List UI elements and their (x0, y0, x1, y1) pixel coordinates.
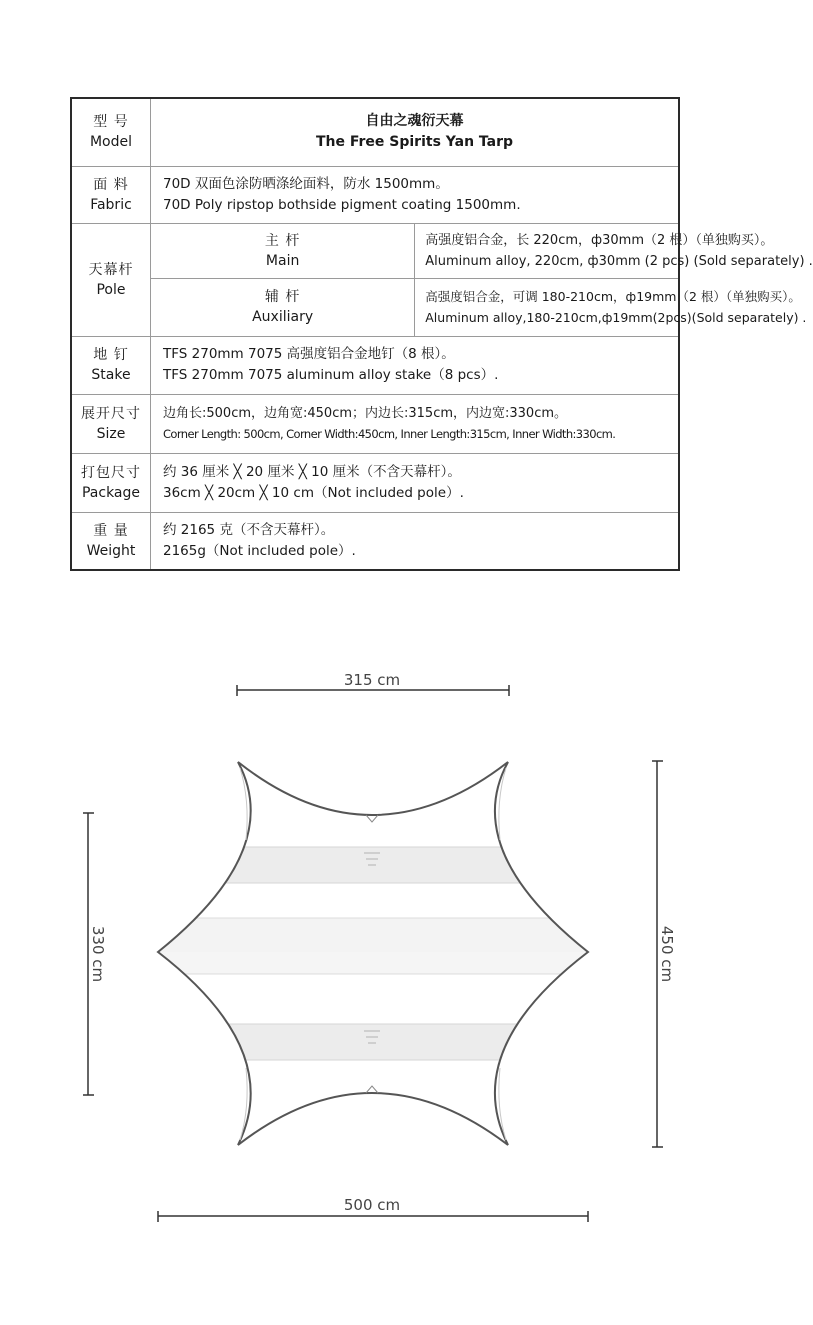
pole-label-cn: 天幕杆 (88, 261, 134, 278)
fabric-value-cn: 70D 双面色涂防晒涤纶面料，防水 1500mm。 (163, 175, 449, 192)
row-model (71, 98, 679, 166)
row-pole-main (71, 223, 679, 278)
dim-inner-width-label: 330 cm (89, 925, 107, 983)
size-value-cn: 边角长:500cm，边角宽:450cm；内边长:315cm，内边宽:330cm。 (163, 405, 568, 421)
pole-aux-label-en: Auxiliary (252, 309, 314, 325)
size-label-en: Size (96, 425, 126, 442)
pole-main-value (415, 223, 813, 278)
pole-main-value-en: Aluminum alloy, 220cm, ф30mm (2 pcs) (Sold separately) . (425, 253, 813, 269)
fabric-label (71, 166, 151, 223)
stake-value (151, 336, 680, 394)
row-pole-aux (71, 278, 679, 336)
pole-aux-label-cn: 辅 杆 (264, 289, 301, 305)
pole-main-value-cn: 高强度铝合金，长 220cm，ф30mm（2 根）（单独购买）。 (425, 232, 774, 248)
weight-value (151, 512, 680, 570)
package-value-en: 36cm ╳ 20cm ╳ 10 cm（Not included pole）. (163, 484, 464, 501)
model-value-cn: 自由之魂衍天幕 (365, 113, 464, 130)
pole-main-label-en: Main (265, 252, 300, 269)
stake-value-cn: TFS 270mm 7075 高强度铝合金地钉（8 根）。 (163, 346, 455, 362)
row-size (71, 394, 679, 453)
fabric-label-cn: 面 料 (93, 176, 129, 193)
fabric-value (151, 166, 680, 223)
model-label (71, 98, 151, 166)
pole-aux-value-en: Aluminum alloy,180-210cm,ф19mm(2pcs)(Sold separately) . (425, 310, 807, 325)
stake-label (71, 336, 151, 394)
fabric-label-en: Fabric (90, 196, 132, 213)
weight-label (71, 512, 151, 570)
package-value (151, 453, 680, 512)
row-package (71, 453, 679, 512)
weight-value-en: 2165g（Not included pole）. (163, 542, 356, 559)
pole-aux-value-cn: 高强度铝合金，可调 180-210cm，ф19mm（2 根）（单独购买）。 (425, 289, 801, 304)
fabric-value-en: 70D Poly ripstop bothside pigment coating 1500mm. (163, 196, 521, 213)
stake-label-cn: 地 钉 (93, 347, 129, 363)
size-value-en: Corner Length: 500cm, Corner Width:450cm, Inner Length:315cm, Inner Width:330cm. (163, 426, 616, 441)
weight-value-cn: 约 2165 克（不含天幕杆）。 (163, 521, 335, 538)
pole-label-en: Pole (96, 281, 126, 298)
pole-aux-value (415, 278, 807, 336)
dim-inner-length-label: 315 cm (343, 671, 401, 689)
package-value-cn: 约 36 厘米 ╳ 20 厘米 ╳ 10 厘米（不含天幕杆）。 (163, 463, 461, 480)
model-label-en: Model (89, 134, 133, 151)
package-label (71, 453, 151, 512)
pole-label (71, 223, 151, 336)
weight-label-en: Weight (86, 542, 136, 559)
weight-label-cn: 重 量 (93, 522, 129, 539)
pole-aux-label (151, 278, 415, 336)
pole-main-label-cn: 主 杆 (264, 232, 301, 249)
tarp-stripe (150, 918, 600, 952)
row-stake (71, 336, 679, 394)
tieout-marker (366, 1086, 378, 1093)
spec-table (70, 97, 813, 571)
dim-corner-width-label: 450 cm (658, 925, 676, 983)
stake-value-en: TFS 270mm 7075 aluminum alloy stake（8 pcs）. (163, 367, 499, 383)
package-label-cn: 打包尺寸 (81, 464, 141, 481)
row-fabric (71, 166, 679, 223)
size-label (71, 394, 151, 453)
size-value (151, 394, 680, 453)
pole-main-label (151, 223, 415, 278)
model-value-en: The Free Spirits Yan Tarp (315, 134, 514, 151)
dim-corner-length-label: 500 cm (343, 1196, 401, 1214)
tarp-diagram (0, 600, 750, 1240)
size-label-cn: 展开尺寸 (81, 405, 141, 422)
tieout-marker (366, 815, 378, 822)
model-label-cn: 型 号 (93, 114, 129, 131)
package-label-en: Package (81, 484, 141, 501)
model-value (151, 98, 680, 166)
tarp-stripe (150, 952, 600, 974)
tarp-stripes (150, 847, 600, 1060)
row-weight (71, 512, 679, 570)
stake-label-en: Stake (91, 367, 131, 383)
